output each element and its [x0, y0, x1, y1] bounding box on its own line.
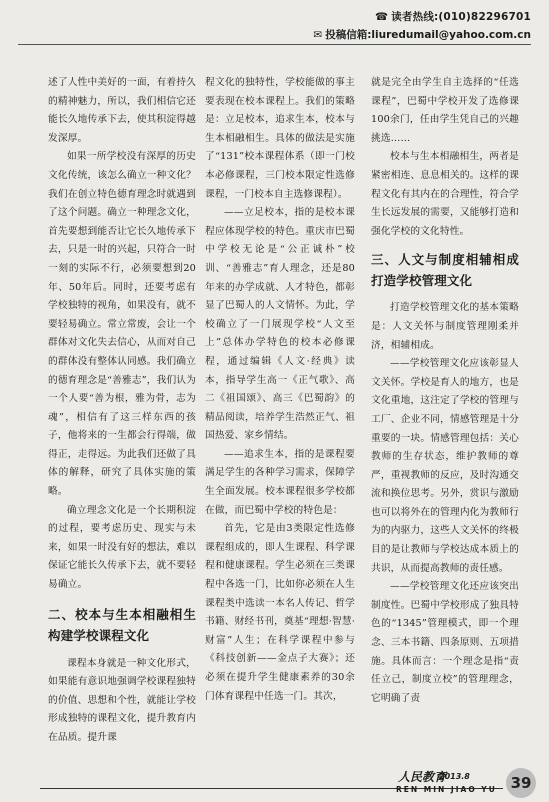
paragraph: ——学校管理文化应该彰显人文关怀。学校是育人的地方，也是文化重地，这注定了学校的管理与工厂、企业不同，情感管理是十分重要的一块。情感管理包括：关心教师的生存状态，维护教师的尊严，重视教师的反应，及时沟通交流和换位思考。另外，赏识与激励也可以将外在的管理内化为教师行为的内驱力，这些人文关怀的终极目的是让教师与学校达成本质上的共识，从而提高教师的责任感。	[371, 358, 519, 574]
magazine-pinyin: REN MIN JIAO YU	[396, 785, 497, 794]
phone-icon: ☎	[374, 11, 389, 23]
paragraph: ——立足校本，指的是校本课程应体现学校的特色。重庆市巴蜀中学校无论是“公正诚朴”校训、“善雅志”育人理念，还是80年来的办学成就、人才特色，都彰显了巴蜀人的人文情怀。为此，学校确立了一门展现学校“人文至上”总体办学特色的校本必修课程，通过编辑《人文·经典》读本，指导学生高一《正气歌》、高二《祖国颂》、高三《巴蜀韵》的精品阅读，培养学生浩然正气、祖国热爱、家乡情结。	[205, 207, 355, 442]
mail-icon: ✉	[313, 29, 323, 41]
email-address: liuredumail@yahoo.com.cn	[371, 29, 531, 41]
page-number: 39	[506, 768, 536, 798]
paragraph: 打造学校管理文化的基本策略是：人文关怀与制度管理刚柔并济，相辅相成。	[371, 302, 519, 351]
paragraph: 程文化的独特性，学校能做的事主要表现在校本课程上。我们的策略是：立足校本，追求生本，校本与生本相融相生。具体的做法是实施了“131”校本课程体系（即一门校本必修课程，三门校本限定性选修课程，一门校本自主选修课程）。	[205, 77, 355, 200]
text-column-1	[48, 74, 196, 748]
magazine-logo: 人民教育	[398, 770, 447, 784]
paragraph: 课程本身就是一种文化形式，如果能有意识地强调学校课程独特的价值、思想和个性，就能让学校形成独特的课程文化，提升教育内在品质。提升课	[48, 657, 196, 743]
paragraph: 首先，它是由3类限定性选修课程组成的，即人生课程、科学课程和健康课程。学生必须在三类课程中各选一门，比如你必须在人生课程类中选读一本名人传记、哲学书籍、财经书刊，奠基“理想·智慧·财富”人生；在科学课程中参与《科技创新——金点子大赛》；还必须在提升学生健康素养的30余门体育课程中任选一门。其次，	[205, 523, 355, 702]
paragraph: 校本与生本相融相生，两者是紧密相连、息息相关的。这样的课程文化有其内在的合理性，符合学生长远发展的需要，又能够打造和强化学校的文化特性。	[371, 151, 519, 237]
issue-date: 2013.8	[439, 772, 470, 781]
paragraph: ——学校管理文化还应该突出制度性。巴蜀中学校形成了独具特色的“1345”管理模式，即一个理念、三本书籍、四条原则、五项措施。具体而言：一个理念是指“责任立己，制度立校”的管理理念，它明确了责	[371, 581, 519, 704]
reader-hotline	[375, 9, 531, 24]
header-rule	[18, 44, 531, 45]
text-column-3	[371, 74, 519, 708]
paragraph: 确立理念文化是一个长期积淀的过程，要考虑历史、现实与未来，如果一时没有好的想法，难以保证它能长久传承下去，就不要轻易确立。	[48, 504, 196, 591]
page-footer	[0, 762, 549, 802]
paragraph: 如果一所学校没有深厚的历史文化传统，该怎么确立一种文化？我们在创立特色德育理念时就遇到了这个问题。确立一种理念文化，首先要想到能否让它长久地传承下去，只是一时的兴起，只符合一时一刻的实际不行，必须要想到20年、50年后。同时，还要考虑有学校独特的视角，如果没有，就不要轻易确立。常立常废，会让一个群体对文化失去信心，从而对自己的群体没有整体认同感。我们确立的德育理念是“善雅志”，我们认为一个人要“善为根，雅为骨，志为魂”，相信有了这三样东西的孩子，他将来的一生都会行得端，做得正，走得远。为此我们还做了具体的解释，研究了具体实施的策略。	[48, 151, 196, 498]
hotline-label: 读者热线:	[391, 11, 439, 23]
submission-email	[313, 27, 531, 42]
section-heading-3: 三、人文与制度相辅相成打造学校管理文化	[371, 252, 519, 289]
text-column-2	[205, 74, 355, 706]
hotline-number: (010)82296701	[438, 11, 531, 23]
section-heading-2: 二、校本与生本相融相生构建学校课程文化	[48, 606, 196, 643]
email-label: 投稿信箱:	[325, 29, 372, 41]
paragraph: 述了人性中美好的一面，有着持久的精神魅力，所以，我们相信它还能长久地传承下去，使其积淀得越发深厚。	[48, 77, 196, 144]
paragraph: 就是完全由学生自主选择的“任选课程”，巴蜀中学校开发了选修课100余门，任由学生凭自己的兴趣挑选……	[371, 77, 519, 144]
paragraph: ——追求生本，指的是课程要满足学生的各种学习需求，保障学生全面发展。校本课程很多学校都在做，而巴蜀中学校的特色是：	[205, 448, 355, 516]
